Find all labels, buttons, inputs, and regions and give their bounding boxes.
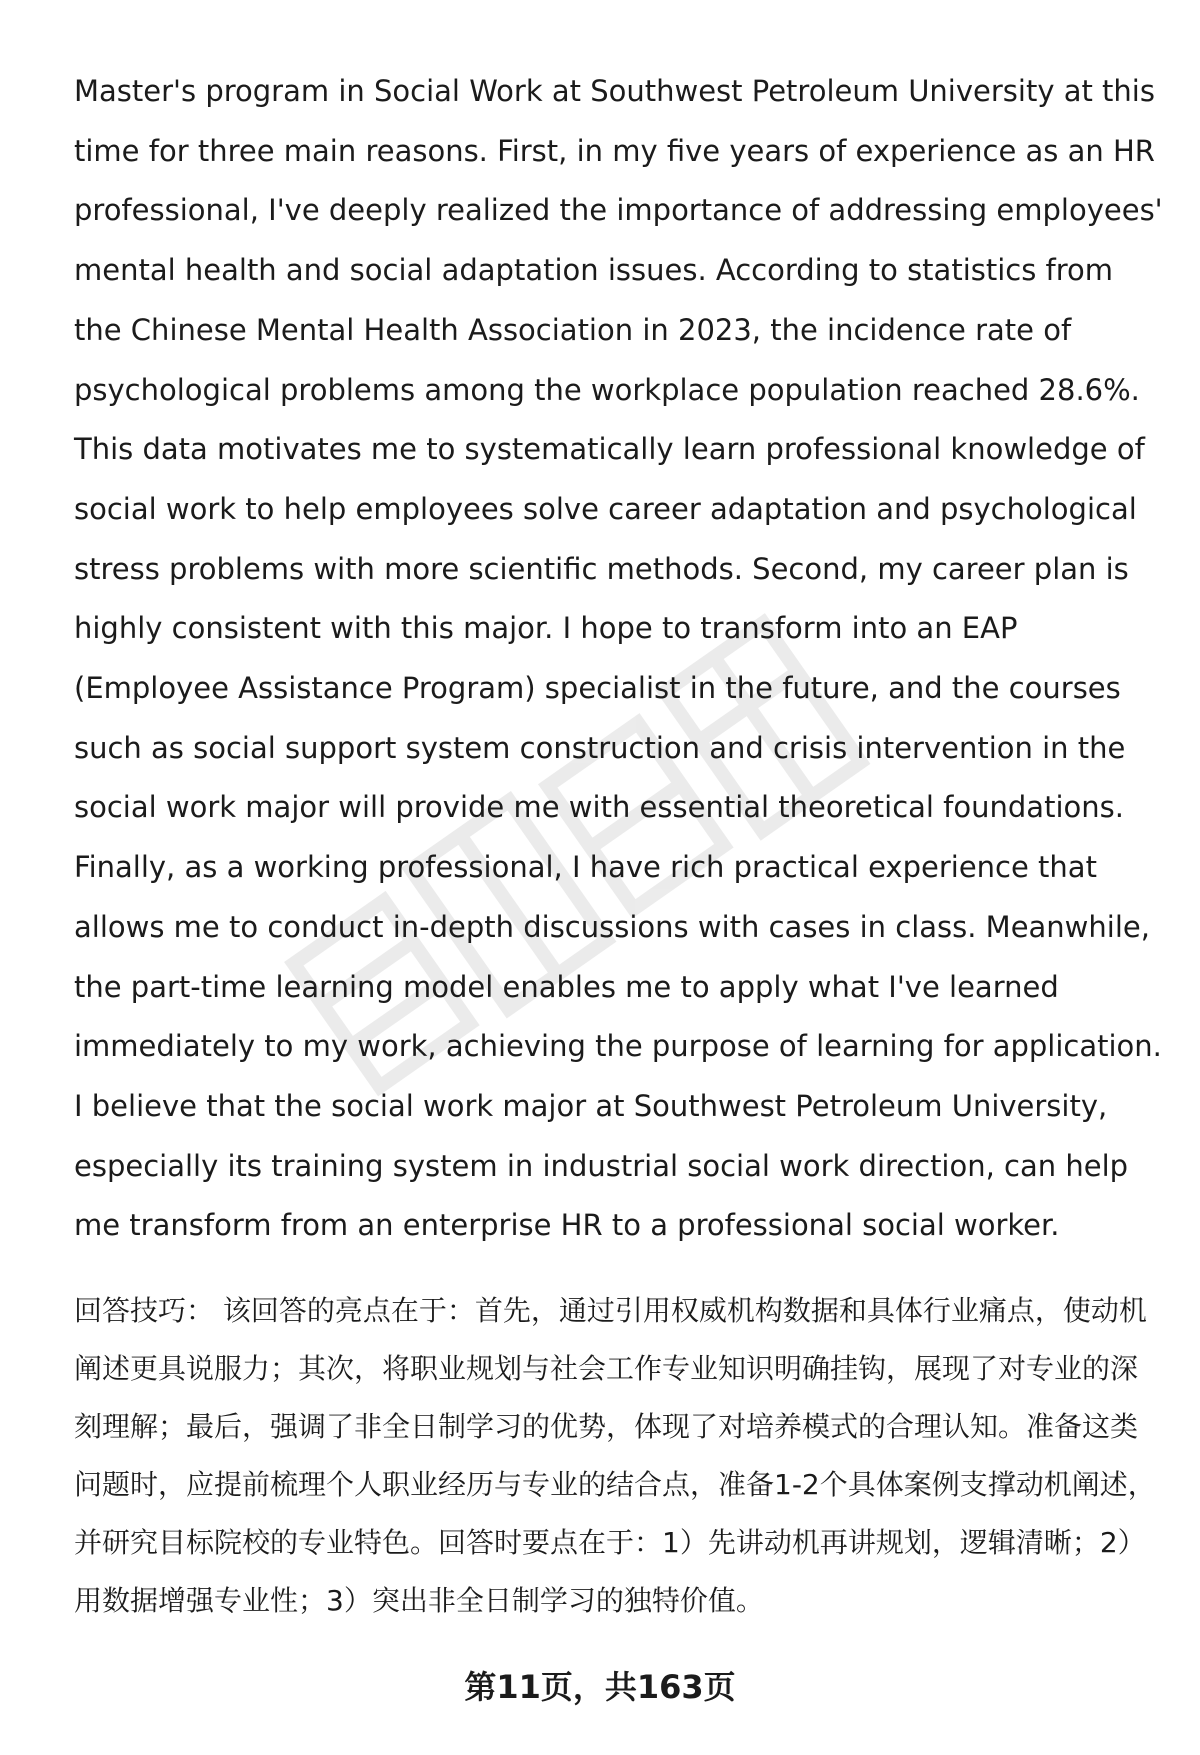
- page-number-footer: 第11页，共163页: [464, 1668, 736, 1706]
- answer-paragraph: Master's program in Social Work at Southwest Petroleum University at this time for three main reasons. First, in my five years of experience as an HR professional, I've deeply realized the importance of addressing employees' mental health and social adaptation issues. According to statistics from the Chinese Mental Health Association in 2023, the incidence rate of psychological problems among the workplace population reached 28.6%. This data motivates me to systematically learn professional knowledge of social work to help employees solve career adaptation and psychological stress problems with more scientific methods. Second, my career plan is highly consistent with this major. I hope to transform into an EAP (Employee Assistance Program) specialist in the future, and the courses such as social support system construction and crisis intervention in the social work major will provide me with essential theoretical foundations. Finally, as a working professional, I have rich practical experience that allows me to conduct in-depth discussions with cases in class. Meanwhile, the part-time learning model enables me to apply what I've learned immediately to my work, achieving the purpose of learning for application. I believe that the social work major at Southwest Petroleum University, especially its training system in industrial social work direction, can help me transform from an enterprise HR to a professional social worker.: [74, 74, 1163, 1243]
- answer-tips-paragraph: 回答技巧： 该回答的亮点在于：首先，通过引用权威机构数据和具体行业痛点，使动机阐述更具说服力；其次，将职业规划与社会工作专业知识明确挂钩，展现了对专业的深刻理解；最后，强调了非全日制学习的优势，体现了对培养模式的合理认知。准备这类问题时，应提前梳理个人职业经历与专业的结合点，准备1-2个具体案例支撑动机阐述，并研究目标院校的专业特色。回答时要点在于：1）先讲动机再讲规划，逻辑清晰；2）用数据增强专业性；3）突出非全日制学习的独特价值。: [74, 1294, 1156, 1617]
